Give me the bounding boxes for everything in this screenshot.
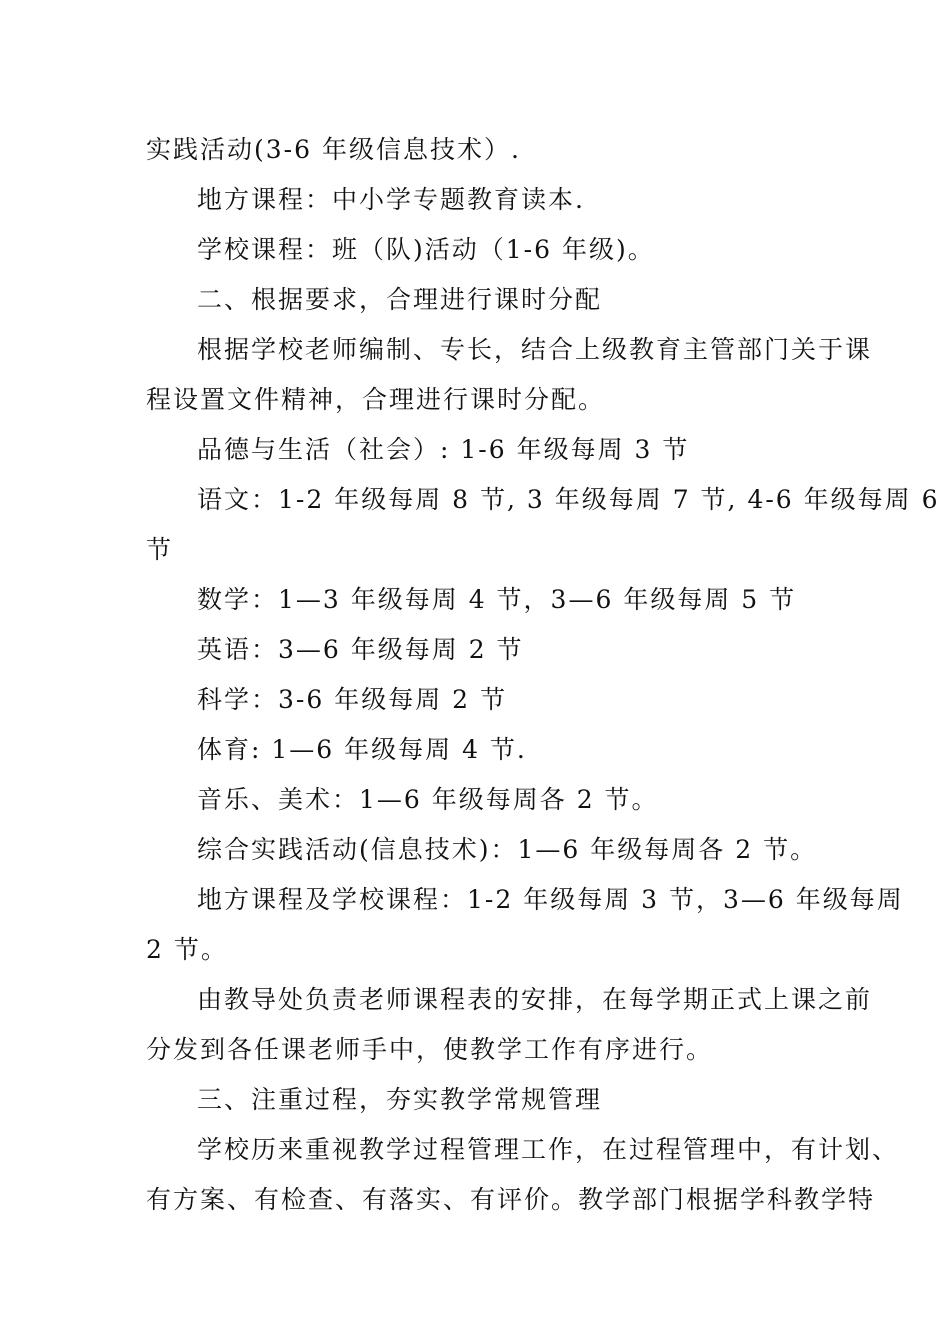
text-line: 数学：1—3 年级每周 4 节，3—6 年级每周 5 节 [197,585,797,614]
text-line: 节 [146,535,174,564]
text-line: 音乐、美术：1—6 年级每周各 2 节。 [197,785,659,814]
text-line: 语文：1-2 年级每周 8 节, 3 年级每周 7 节, 4-6 年级每周 6 [197,485,940,514]
text-line: 综合实践活动(信息技术)：1—6 年级每周各 2 节。 [197,835,818,864]
text-line: 地方课程：中小学专题教育读本. [197,185,585,214]
text-line: 根据学校老师编制、专长，结合上级教育主管部门关于课 [197,335,873,364]
text-line: 地方课程及学校课程：1-2 年级每周 3 节，3—6 年级每周 [197,885,904,914]
text-line: 英语：3—6 年级每周 2 节 [197,635,524,664]
text-line: 科学：3-6 年级每周 2 节 [197,685,508,714]
text-line: 品德与生活（社会）: 1-6 年级每周 3 节 [197,435,690,464]
section-heading: 二、根据要求，合理进行课时分配 [197,285,603,314]
text-line: 程设置文件精神，合理进行课时分配。 [146,385,606,414]
text-line: 由教导处负责老师课程表的安排，在每学期正式上课之前 [197,985,873,1014]
section-heading: 三、注重过程，夯实教学常规管理 [197,1085,603,1114]
text-line: 2 节。 [146,935,228,964]
text-line: 体育: 1—6 年级每周 4 节. [197,735,527,764]
text-line: 学校课程：班（队)活动（1-6 年级)。 [197,235,655,264]
text-line: 学校历来重视教学过程管理工作，在过程管理中，有计划、 [197,1135,900,1164]
text-line: 分发到各任课老师手中，使教学工作有序进行。 [146,1035,714,1064]
text-line: 实践活动(3-6 年级信息技术）. [146,135,521,164]
text-line: 有方案、有检查、有落实、有评价。教学部门根据学科教学特 [146,1185,876,1214]
